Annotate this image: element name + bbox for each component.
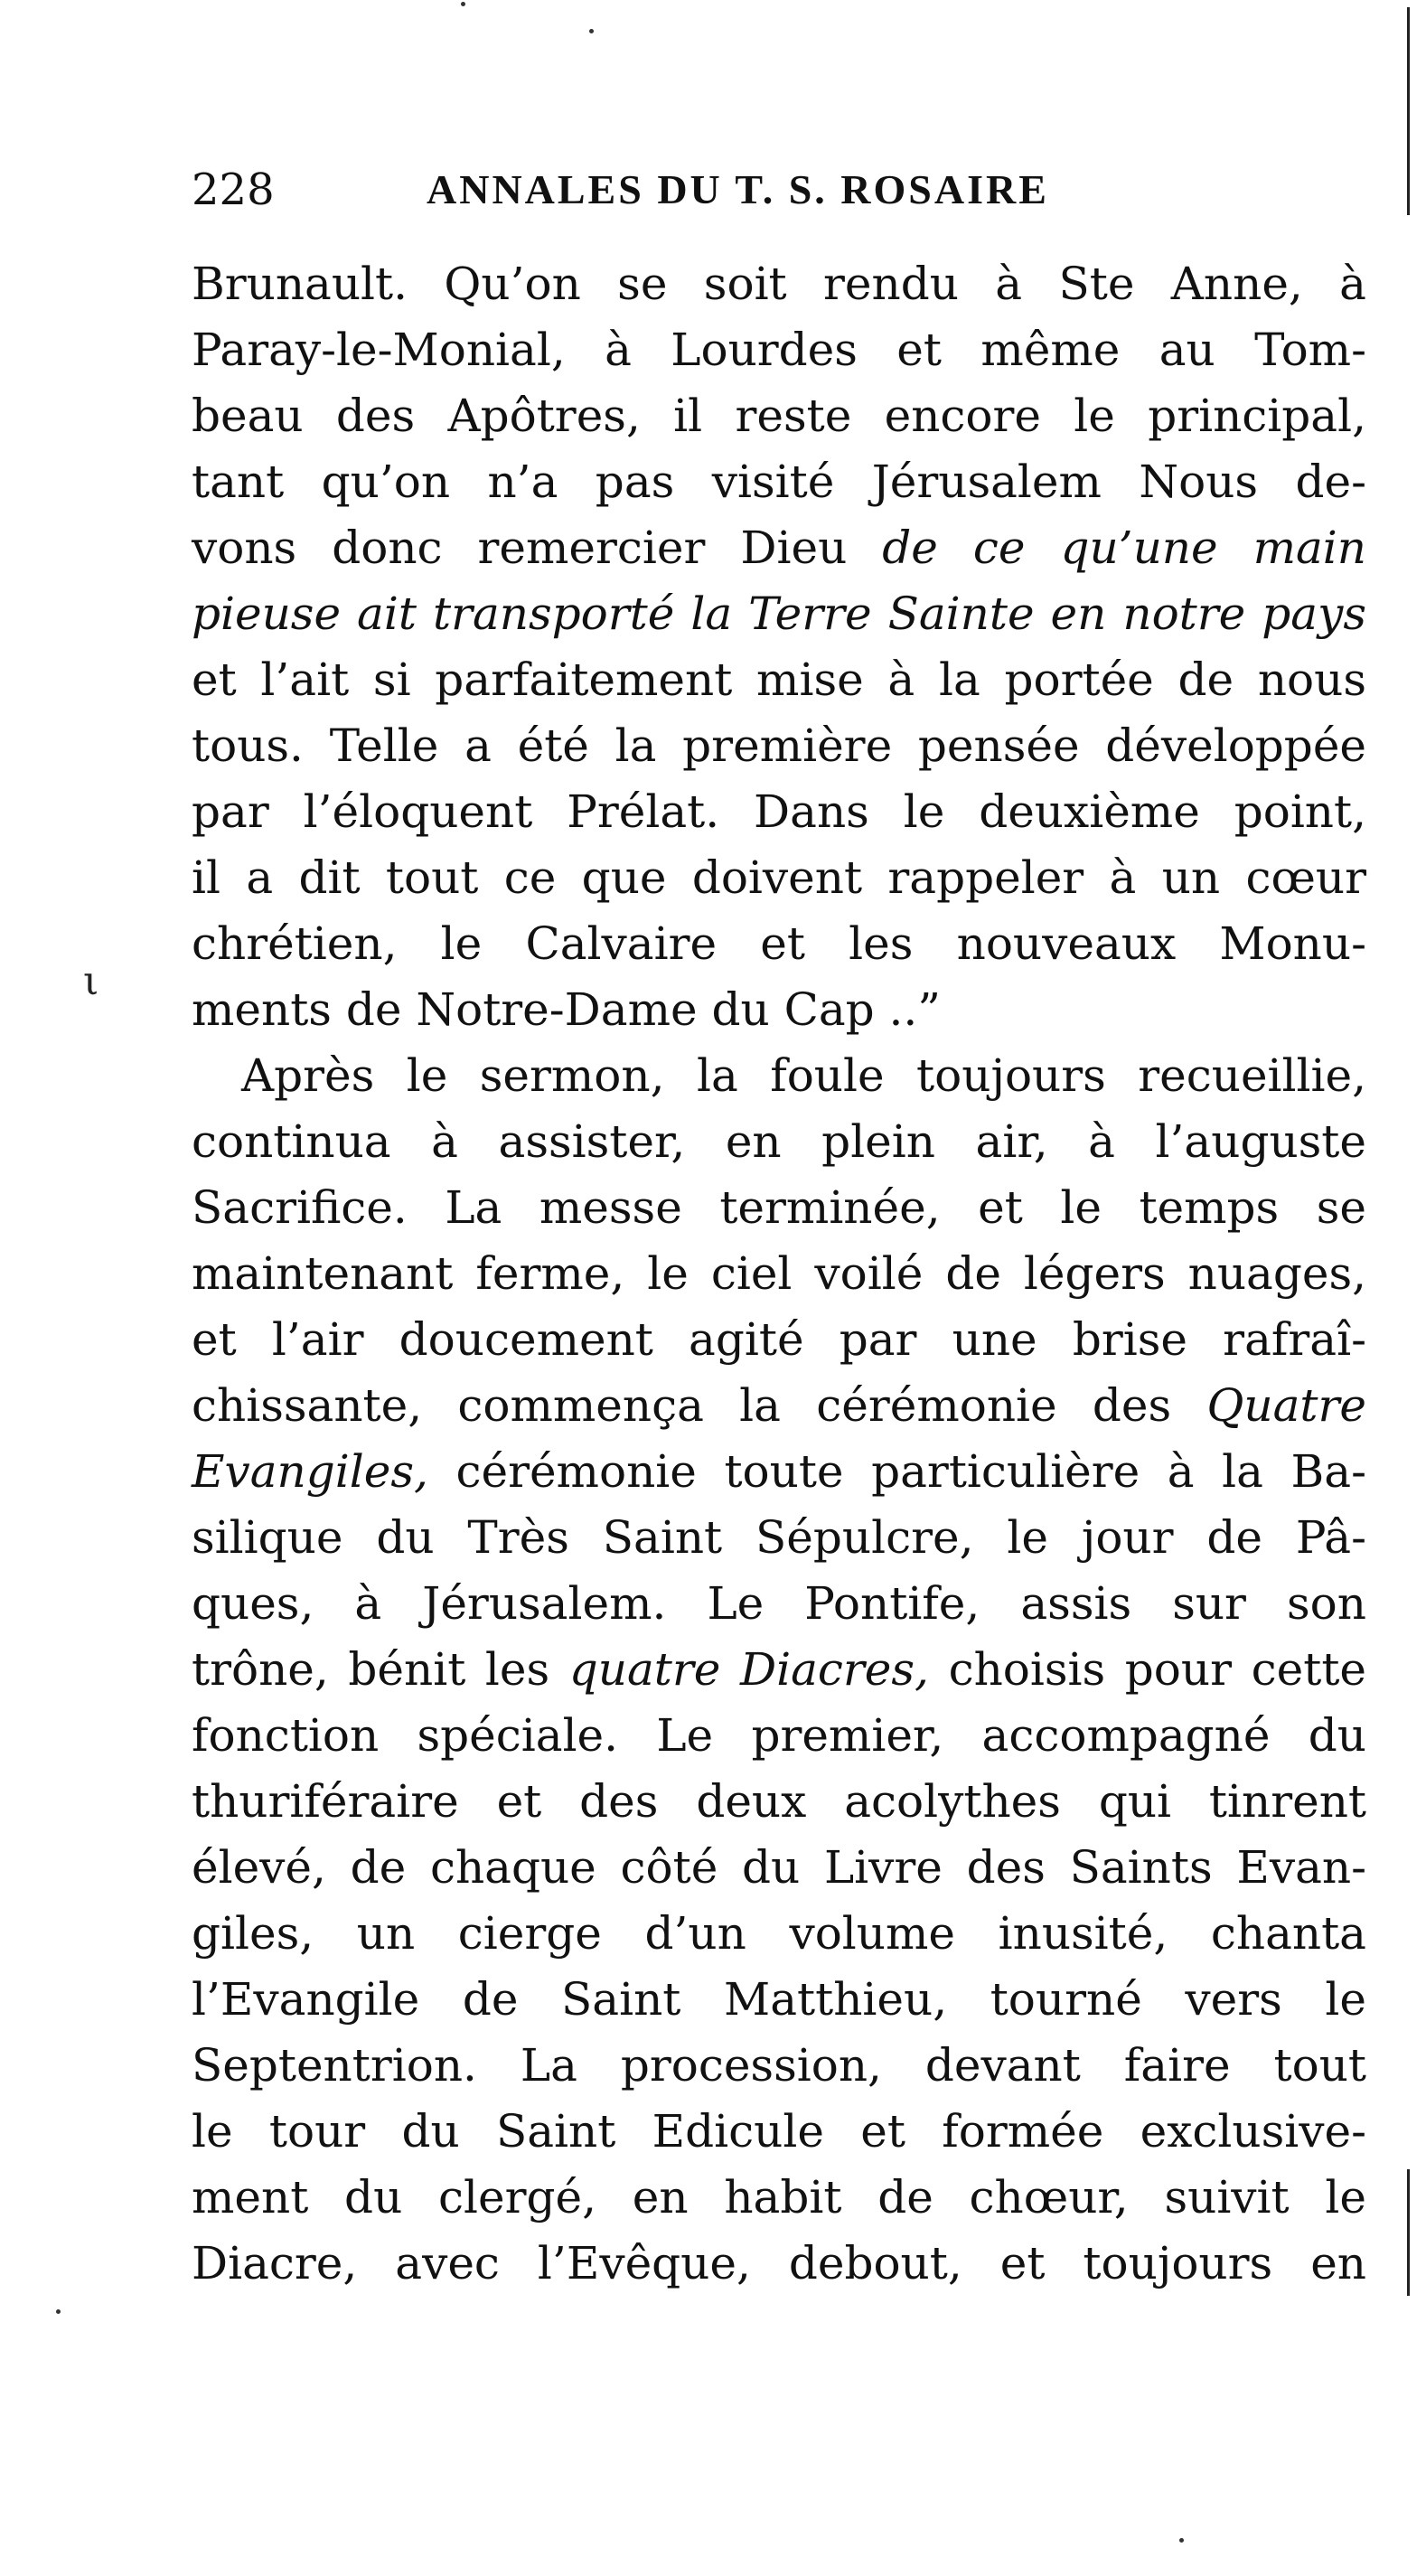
text-segment: par l’éloquent Prélat. Dans le deuxième point,: [192, 785, 1366, 838]
text-segment: Septentrion. La procession, devant faire tout: [192, 2039, 1366, 2092]
text-line: [192, 2231, 1366, 2297]
speck: [589, 29, 594, 33]
speck: [56, 2309, 61, 2314]
scan-edge-line: [1407, 2169, 1410, 2296]
text-segment: ment du clergé, en habit de chœur, suivit le: [192, 2171, 1366, 2223]
italic-text: Quatre: [1206, 1379, 1366, 1432]
text-line: [192, 779, 1366, 845]
scan-edge-line: [1407, 7, 1410, 215]
text-line: [192, 845, 1366, 911]
text-segment: tous. Telle a été la première pensée développée: [192, 719, 1366, 772]
text-line: [192, 977, 1366, 1043]
speck: [461, 2, 465, 6]
italic-text: quatre Diacres,: [568, 1643, 929, 1696]
text-line: [192, 1109, 1366, 1175]
text-line: [192, 1967, 1366, 2033]
text-line: [192, 1175, 1366, 1241]
text-line: [192, 1241, 1366, 1307]
text-segment: et l’ait si parfaitement mise à la portée de nous: [192, 653, 1366, 706]
text-segment: trône, bénit les: [192, 1643, 569, 1696]
text-segment: ments de Notre-Dame du Cap ..”: [192, 983, 941, 1036]
text-line: [192, 1439, 1366, 1505]
text-segment: le tour du Saint Edicule et formée exclusive-: [192, 2105, 1366, 2158]
text-segment: vons donc remercier Dieu: [192, 522, 883, 574]
text-segment: ques, à Jérusalem. Le Pontife, assis sur son: [192, 1577, 1366, 1630]
text-line: [192, 581, 1366, 647]
italic-text: de ce qu’une main: [882, 522, 1366, 574]
text-line: [192, 1307, 1366, 1373]
text-segment: Sacrifice. La messe terminée, et le temps se: [192, 1181, 1366, 1234]
text-segment: beau des Apôtres, il reste encore le principal,: [192, 390, 1366, 442]
text-segment: continua à assister, en plein air, à l’auguste: [192, 1115, 1366, 1168]
italic-text: pieuse ait transporté la Terre Sainte en notre pays: [192, 588, 1366, 640]
text-segment: tant qu’on n’a pas visité Jérusalem Nous de-: [192, 456, 1366, 508]
text-line: [192, 1769, 1366, 1835]
text-line: [192, 1043, 1366, 1109]
text-segment: giles, un cierge d’un volume inusité, chanta: [192, 1907, 1366, 1960]
italic-text: Evangiles,: [192, 1445, 428, 1498]
text-segment: Diacre, avec l’Evêque, debout, et toujours en: [192, 2237, 1366, 2289]
text-segment: thuriféraire et des deux acolythes qui tinrent: [192, 1775, 1366, 1828]
text-line: [192, 317, 1366, 383]
margin-annotation: ι: [83, 958, 99, 1004]
text-line: [192, 2165, 1366, 2231]
text-line: [192, 2033, 1366, 2099]
text-line: [192, 713, 1366, 779]
text-segment: choisis pour cette: [928, 1643, 1367, 1696]
running-head: ANNALES DU T. S. ROSAIRE: [427, 166, 1049, 212]
page-number: 228: [192, 165, 275, 215]
text-segment: élevé, de chaque côté du Livre des Saints Evan-: [192, 1841, 1366, 1894]
text-segment: Paray-le-Monial, à Lourdes et même au Tom-: [192, 324, 1366, 376]
text-segment: cérémonie toute particulière à la Ba-: [427, 1445, 1366, 1498]
page-header: [192, 154, 1348, 226]
text-line: [192, 251, 1366, 317]
text-line: [192, 1703, 1366, 1769]
text-line: [192, 911, 1366, 977]
text-segment: chissante, commença la cérémonie des: [192, 1379, 1207, 1432]
text-line: [192, 1835, 1366, 1901]
text-segment: il a dit tout ce que doivent rappeler à un cœur: [192, 851, 1366, 904]
text-line: [192, 1505, 1366, 1571]
text-line: [192, 1637, 1366, 1703]
text-segment: Brunault. Qu’on se soit rendu à Ste Anne, à: [192, 258, 1366, 310]
text-segment: fonction spéciale. Le premier, accompagné du: [192, 1709, 1366, 1762]
text-segment: silique du Très Saint Sépulcre, le jour de Pâ-: [192, 1511, 1366, 1564]
text-segment: l’Evangile de Saint Matthieu, tourné vers le: [192, 1973, 1366, 2026]
body-text: [192, 251, 1366, 2297]
text-segment: Après le sermon, la foule toujours recueillie,: [241, 1049, 1366, 1102]
text-line: [192, 647, 1366, 713]
text-line: [192, 1373, 1366, 1439]
text-line: [192, 449, 1366, 515]
text-line: [192, 383, 1366, 449]
speck: [1179, 2538, 1184, 2543]
text-segment: chrétien, le Calvaire et les nouveaux Monu-: [192, 917, 1366, 970]
text-line: [192, 515, 1366, 581]
text-line: [192, 1571, 1366, 1637]
text-segment: maintenant ferme, le ciel voilé de légers nuages,: [192, 1247, 1366, 1300]
text-line: [192, 1901, 1366, 1967]
text-segment: et l’air doucement agité par une brise rafraî-: [192, 1313, 1366, 1366]
text-line: [192, 2099, 1366, 2165]
